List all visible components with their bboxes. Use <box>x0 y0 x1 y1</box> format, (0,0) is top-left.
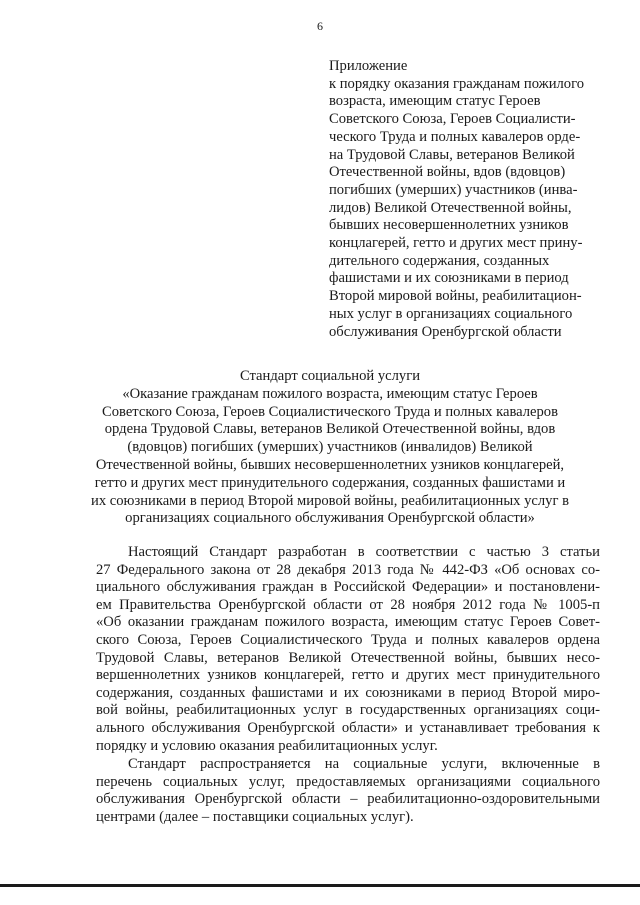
page-bottom-rule <box>0 884 640 887</box>
appendix-line: Отечественной войны, вдов (вдовцов) <box>329 164 566 181</box>
text-line: ем Правительства Оренбургской области от 28 ноября 2012 года № 1005-п <box>96 596 600 613</box>
standard-title-line: гетто и других мест принудительного содержания, созданных фашистами и <box>94 474 566 491</box>
text-line: Настоящий Стандарт разработан в соответствии с частью 3 статьи <box>128 544 600 560</box>
appendix-line: ных услуг в организациях социального <box>329 305 573 322</box>
standard-title-line: (вдовцов) погибших (умерших) участников (инвалидов) Великой <box>127 439 533 456</box>
appendix-line: Второй мировой войны, реабилитацион- <box>329 288 582 305</box>
page-number: 6 <box>317 19 323 33</box>
appendix-line: возраста, имеющим статус Героев <box>329 93 541 110</box>
standard-title-line: Советского Союза, Героев Социалистического Труда и полных кавалеров <box>101 403 558 420</box>
text-line: перечень социальных услуг, предоставляемых организациями социального <box>96 773 600 790</box>
text-line: ального обслуживания Оренбургской области» и устанавливает требования к <box>96 719 600 736</box>
text-line: содержания, созданных фашистами и их союзниками в период Второй миро- <box>96 684 600 701</box>
appendix-line: лидов) Великой Отечественной войны, <box>329 199 572 216</box>
appendix-line: дительного содержания, созданных <box>329 252 550 269</box>
appendix-line: на Трудовой Славы, ветеранов Великой <box>329 146 575 163</box>
standard-title-line: их союзниками в период Второй мировой войны, реабилитационных услуг в <box>91 492 569 509</box>
text-line: «Об оказании гражданам пожилого возраста, имеющим статус Героев Совет- <box>96 614 600 631</box>
text-line: циального обслуживания граждан в Российской Федерации» и постановлени- <box>96 579 600 596</box>
appendix-line: Приложение <box>329 58 408 74</box>
text-line: вершеннолетних узников концлагерей, гетто и других мест принудительного <box>96 667 600 684</box>
appendix-line: Советского Союза, Героев Социалисти- <box>329 111 576 128</box>
standard-title <box>60 368 600 528</box>
text-line: обслуживания Оренбургской области – реабилитационно-оздоровительными <box>96 791 600 808</box>
text-line: Трудовой Славы, ветеранов Великой Отечественной войны, бывших несо- <box>96 649 600 666</box>
appendix-line: фашистами и их союзниками в период <box>329 270 569 287</box>
text-line: Стандарт распространяется на социальные услуги, включенные в <box>128 756 600 773</box>
appendix-line: к порядку оказания гражданам пожилого <box>329 75 585 92</box>
paragraph-scope <box>96 756 600 826</box>
standard-title-line: Отечественной войны, бывших несовершеннолетних узников концлагерей, <box>95 456 565 473</box>
text-line: центрами (далее – поставщики социальных услуг). <box>96 808 414 825</box>
text-line: порядку и условию оказания реабилитационных услуг. <box>96 737 438 754</box>
appendix-line: погибших (умерших) участников (инва- <box>329 181 578 198</box>
text-line: ского Союза, Героев Социалистического Труда и полных кавалеров ордена <box>96 631 600 648</box>
body-text <box>96 544 600 828</box>
appendix-line: ческого Труда и полных кавалеров орде- <box>329 128 581 145</box>
standard-title-line: Стандарт социальной услуги <box>239 368 421 384</box>
standard-title-line: ордена Трудовой Славы, ветеранов Великой Отечественной войны, вдов <box>104 421 556 438</box>
standard-title-line: «Оказание гражданам пожилого возраста, имеющим статус Героев <box>122 385 538 402</box>
appendix-line: бывших несовершеннолетних узников <box>329 217 569 234</box>
appendix-line: обслуживания Оренбургской области <box>329 323 562 340</box>
text-line: вой войны, реабилитационных услуг в государственных организациях соци- <box>96 702 600 719</box>
appendix-header <box>329 58 609 341</box>
standard-title-line: организациях социального обслуживания Оренбургской области» <box>125 510 535 527</box>
text-line: 27 Федерального закона от 28 декабря 2013 года № 442-ФЗ «Об основах со- <box>96 561 600 578</box>
appendix-line: концлагерей, гетто и других мест прину- <box>329 235 583 252</box>
paragraph-basis <box>96 544 600 755</box>
